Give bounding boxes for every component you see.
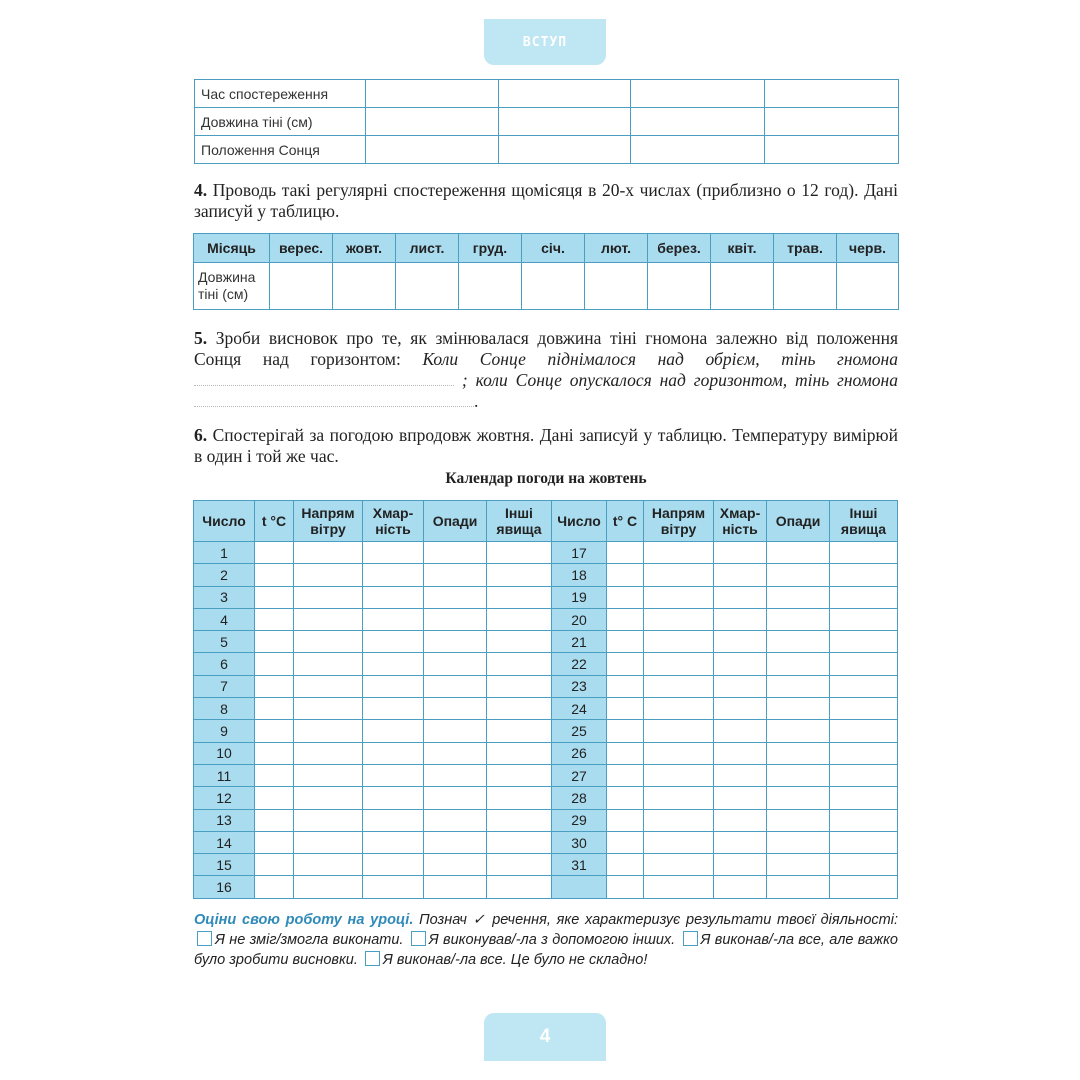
assessment-option-1: Я не зміг/змогла виконати. [215,932,404,948]
weather-cell[interactable] [714,631,767,653]
weather-cell[interactable] [607,675,644,697]
weather-cell[interactable] [607,631,644,653]
weather-cell[interactable] [424,831,487,853]
shadow-length-cell[interactable] [774,263,837,310]
weather-cell[interactable] [487,831,552,853]
month-row-label [194,263,270,310]
task-6-number: 6. [194,425,208,445]
weather-cell[interactable] [830,854,898,876]
weather-cell[interactable] [607,564,644,586]
observation-cell[interactable] [499,80,631,108]
weather-cell[interactable] [255,787,294,809]
weather-cell[interactable] [294,564,363,586]
observation-cell[interactable] [631,108,765,136]
calendar-header: t° C [607,501,644,542]
weather-cell[interactable] [644,542,714,564]
weather-cell[interactable] [644,764,714,786]
day-number: 4 [194,608,255,630]
day-number: 23 [552,675,607,697]
weather-cell[interactable] [294,854,363,876]
calendar-row [194,831,898,853]
weather-cell[interactable] [487,608,552,630]
task-4-text: Проводь такі регулярні спостереження щомісяця в 20-х числах (приблизно о 12 год). Дані записуй у таблицю. [194,180,899,221]
shadow-length-cell[interactable] [459,263,522,310]
observation-cell[interactable] [366,80,499,108]
row-label-line-1: Довжина [198,269,256,285]
calendar-header: Інші явища [830,501,898,542]
weather-cell[interactable] [363,698,424,720]
task-5-number: 5. [194,328,208,348]
weather-cell[interactable] [487,787,552,809]
weather-cell[interactable] [255,720,294,742]
weather-cell[interactable] [424,675,487,697]
assessment-lead: Оціни свою роботу на уроці. [194,912,414,928]
weather-cell[interactable] [767,542,830,564]
weather-cell[interactable] [487,764,552,786]
weather-cell[interactable] [714,542,767,564]
checkbox-option-4[interactable] [365,951,380,966]
weather-cell[interactable] [714,831,767,853]
weather-cell[interactable] [607,542,644,564]
weather-cell[interactable] [607,854,644,876]
observation-row-label: Час спостереження [195,80,366,108]
calendar-row [194,787,898,809]
weather-cell[interactable] [363,854,424,876]
calendar-header: Хмар-ність [714,501,767,542]
observation-cell[interactable] [765,136,899,164]
weather-cell[interactable] [767,631,830,653]
month-header: трав. [774,234,837,263]
weather-cell[interactable] [255,586,294,608]
weather-cell[interactable] [644,787,714,809]
calendar-header: Напрям вітру [294,501,363,542]
observation-cell[interactable] [631,136,765,164]
weather-cell[interactable] [294,787,363,809]
weather-cell[interactable] [714,854,767,876]
page-number: 4 [484,1013,606,1061]
observation-row-label: Довжина тіні (см) [195,108,366,136]
weather-cell[interactable] [487,809,552,831]
weather-cell[interactable] [767,787,830,809]
day-number: 1 [194,542,255,564]
weather-cell[interactable] [607,608,644,630]
weather-cell[interactable] [363,764,424,786]
weather-cell[interactable] [767,675,830,697]
day-number: 14 [194,831,255,853]
calendar-row [194,720,898,742]
weather-cell[interactable] [363,742,424,764]
weather-cell[interactable] [644,675,714,697]
weather-cell[interactable] [607,720,644,742]
calendar-row [194,542,898,564]
month-header: берез. [648,234,711,263]
weather-cell[interactable] [767,876,830,898]
day-number: 16 [194,876,255,898]
weather-cell[interactable] [255,542,294,564]
day-number: 7 [194,675,255,697]
shadow-length-cell[interactable] [711,263,774,310]
calendar-row [194,653,898,675]
weather-cell[interactable] [767,653,830,675]
weather-cell[interactable] [294,809,363,831]
weather-cell[interactable] [830,809,898,831]
weather-cell[interactable] [767,720,830,742]
weather-cell[interactable] [255,854,294,876]
weather-cell[interactable] [714,698,767,720]
weather-cell[interactable] [255,831,294,853]
weather-cell[interactable] [424,809,487,831]
weather-cell[interactable] [714,675,767,697]
month-header-label: Місяць [194,234,270,263]
assessment-option-3: Я виконав/-ла все, але важко було зробити висновки. [194,932,898,968]
day-number: 15 [194,854,255,876]
weather-cell[interactable] [255,742,294,764]
day-number: 22 [552,653,607,675]
day-number: 30 [552,831,607,853]
weather-cell[interactable] [830,831,898,853]
weather-cell[interactable] [767,608,830,630]
day-number: 11 [194,764,255,786]
observation-cell[interactable] [366,136,499,164]
month-header: груд. [459,234,522,263]
month-header: жовт. [333,234,396,263]
weather-cell[interactable] [363,675,424,697]
weather-cell[interactable] [830,653,898,675]
weather-cell[interactable] [363,542,424,564]
shadow-length-cell[interactable] [270,263,333,310]
day-number: 5 [194,631,255,653]
weather-cell[interactable] [830,586,898,608]
calendar-caption: Календар погоди на жовтень [445,470,647,487]
task-5-text: Зроби висновок про те, як змінювалася довжина тіні гномона залежно від положення Сонця над горизонтом: [194,328,899,369]
calendar-row [194,742,898,764]
weather-cell[interactable] [644,608,714,630]
observation-row [195,136,899,164]
weather-cell[interactable] [830,742,898,764]
weather-cell[interactable] [830,720,898,742]
shadow-length-cell[interactable] [585,263,648,310]
month-header: квіт. [711,234,774,263]
calendar-header: Інші явища [487,501,552,542]
weather-cell[interactable] [255,631,294,653]
weather-cell[interactable] [644,653,714,675]
calendar-row [194,564,898,586]
weather-cell[interactable] [644,564,714,586]
weather-cell[interactable] [424,876,487,898]
weather-cell[interactable] [424,608,487,630]
self-assessment [194,910,898,970]
weather-cell[interactable] [644,809,714,831]
weather-cell[interactable] [424,653,487,675]
weather-cell[interactable] [644,720,714,742]
day-number: 6 [194,653,255,675]
weather-cell[interactable] [363,631,424,653]
weather-cell[interactable] [644,742,714,764]
shadow-length-cell[interactable] [648,263,711,310]
weather-cell[interactable] [294,764,363,786]
weather-cell[interactable] [644,586,714,608]
task-6 [194,425,898,467]
weather-cell[interactable] [830,564,898,586]
weather-cell[interactable] [363,586,424,608]
observation-cell[interactable] [631,80,765,108]
weather-cell[interactable] [424,698,487,720]
weather-cell[interactable] [767,698,830,720]
calendar-row [194,675,898,697]
weather-cell[interactable] [487,653,552,675]
weather-cell[interactable] [294,742,363,764]
weather-cell[interactable] [294,831,363,853]
observation-row [195,108,899,136]
assessment-instruction: Познач ✓ речення, яке характеризує результати твоєї діяльності: [419,912,898,928]
observation-table [194,79,899,164]
assessment-option-2: Я виконував/-ла з допомогою інших. [428,932,676,948]
task-5 [194,328,898,412]
weather-cell[interactable] [607,831,644,853]
task-5-part1: Коли Сонце піднімалося над обрієм, тінь гномона [422,349,898,369]
weather-cell[interactable] [767,809,830,831]
weather-cell[interactable] [424,787,487,809]
weather-cell[interactable] [607,764,644,786]
weather-cell[interactable] [255,675,294,697]
weather-cell[interactable] [487,675,552,697]
observation-cell[interactable] [765,80,899,108]
calendar-row [194,698,898,720]
day-number: 3 [194,586,255,608]
weather-cell[interactable] [714,742,767,764]
weather-cell[interactable] [255,608,294,630]
day-number: 8 [194,698,255,720]
weather-cell[interactable] [714,764,767,786]
weather-cell[interactable] [424,542,487,564]
shadow-length-cell[interactable] [837,263,899,310]
month-header: січ. [522,234,585,263]
day-number [552,876,607,898]
observation-row-label: Положення Сонця [195,136,366,164]
weather-cell[interactable] [424,742,487,764]
assessment-option-4: Я виконав/-ла все. Це було не складно! [382,952,648,968]
calendar-header: Опади [767,501,830,542]
weather-cell[interactable] [607,876,644,898]
weather-cell[interactable] [830,631,898,653]
observation-row [195,80,899,108]
weather-cell[interactable] [644,831,714,853]
day-number: 29 [552,809,607,831]
weather-cell[interactable] [487,854,552,876]
weather-cell[interactable] [363,876,424,898]
weather-cell[interactable] [487,542,552,564]
weather-cell[interactable] [830,675,898,697]
weather-cell[interactable] [714,809,767,831]
calendar-header: Опади [424,501,487,542]
weather-cell[interactable] [830,764,898,786]
day-number: 2 [194,564,255,586]
weather-cell[interactable] [714,653,767,675]
weather-cell[interactable] [255,876,294,898]
weather-cell[interactable] [487,742,552,764]
checkbox-option-1[interactable] [197,931,212,946]
observation-cell[interactable] [499,108,631,136]
weather-cell[interactable] [294,698,363,720]
weather-cell[interactable] [363,831,424,853]
weather-cell[interactable] [294,653,363,675]
calendar-header: Хмар-ність [363,501,424,542]
weather-cell[interactable] [607,698,644,720]
weather-cell[interactable] [294,542,363,564]
weather-cell[interactable] [424,586,487,608]
weather-cell[interactable] [424,854,487,876]
weather-cell[interactable] [487,631,552,653]
month-header: лист. [396,234,459,263]
checkbox-option-3[interactable] [683,931,698,946]
task-4-number: 4. [194,180,208,200]
weather-cell[interactable] [607,653,644,675]
answer-blank-1[interactable] [194,371,454,386]
weather-cell[interactable] [714,876,767,898]
task-6-text: Спостерігай за погодою впродовж жовтня. Дані записуй у таблицю. Температуру вимірюй в один і той же час. [194,425,898,466]
weather-cell[interactable] [424,564,487,586]
day-number: 10 [194,742,255,764]
calendar-row [194,608,898,630]
day-number: 24 [552,698,607,720]
weather-cell[interactable] [363,809,424,831]
weather-cell[interactable] [487,564,552,586]
weather-cell[interactable] [714,564,767,586]
weather-cell[interactable] [424,764,487,786]
weather-cell[interactable] [363,608,424,630]
calendar-row [194,876,898,898]
section-tab: ВСТУП [484,19,606,65]
weather-cell[interactable] [294,675,363,697]
observation-cell[interactable] [765,108,899,136]
task-4 [194,180,898,222]
task-5-part2: ; коли Сонце опускалося над горизонтом, тінь гномона [461,370,898,390]
weather-cell[interactable] [644,698,714,720]
weather-cell[interactable] [294,631,363,653]
weather-cell[interactable] [830,787,898,809]
weather-cell[interactable] [294,586,363,608]
calendar-row [194,854,898,876]
weather-cell[interactable] [363,787,424,809]
answer-blank-2[interactable] [194,392,474,407]
weather-cell[interactable] [424,631,487,653]
day-number: 19 [552,586,607,608]
weather-cell[interactable] [255,809,294,831]
weather-cell[interactable] [255,698,294,720]
weather-cell[interactable] [644,854,714,876]
weather-cell[interactable] [830,542,898,564]
calendar-row [194,586,898,608]
day-number: 17 [552,542,607,564]
day-number: 12 [194,787,255,809]
observation-cell[interactable] [366,108,499,136]
month-table [193,233,899,310]
weather-cell[interactable] [830,876,898,898]
weather-cell[interactable] [714,586,767,608]
calendar-row [194,809,898,831]
day-number: 28 [552,787,607,809]
weather-cell[interactable] [255,564,294,586]
weather-cell[interactable] [363,653,424,675]
day-number: 18 [552,564,607,586]
weather-cell[interactable] [830,698,898,720]
day-number: 9 [194,720,255,742]
month-header: лют. [585,234,648,263]
day-number: 25 [552,720,607,742]
weather-cell[interactable] [424,720,487,742]
weather-cell[interactable] [767,586,830,608]
day-number: 21 [552,631,607,653]
weather-cell[interactable] [644,876,714,898]
calendar-row [194,631,898,653]
month-header: черв. [837,234,899,263]
weather-cell[interactable] [363,564,424,586]
day-number: 26 [552,742,607,764]
month-header: верес. [270,234,333,263]
observation-cell[interactable] [499,136,631,164]
day-number: 20 [552,608,607,630]
calendar-header: Число [194,501,255,542]
shadow-length-cell[interactable] [396,263,459,310]
weather-cell[interactable] [363,720,424,742]
calendar-header: Число [552,501,607,542]
weather-cell[interactable] [607,586,644,608]
weather-cell[interactable] [644,631,714,653]
weather-cell[interactable] [294,720,363,742]
task-5-end: . [474,391,479,411]
weather-cell[interactable] [487,876,552,898]
weather-calendar-table [193,500,898,899]
checkbox-option-2[interactable] [411,931,426,946]
weather-cell[interactable] [714,787,767,809]
weather-cell[interactable] [607,742,644,764]
weather-cell[interactable] [767,854,830,876]
day-number: 13 [194,809,255,831]
weather-cell[interactable] [607,809,644,831]
weather-cell[interactable] [487,698,552,720]
weather-cell[interactable] [255,764,294,786]
calendar-row [194,764,898,786]
day-number: 27 [552,764,607,786]
weather-cell[interactable] [714,608,767,630]
weather-cell[interactable] [714,720,767,742]
weather-cell[interactable] [294,608,363,630]
shadow-length-cell[interactable] [333,263,396,310]
calendar-header: Напрям вітру [644,501,714,542]
day-number: 31 [552,854,607,876]
weather-cell[interactable] [294,876,363,898]
weather-cell[interactable] [255,653,294,675]
weather-cell[interactable] [767,831,830,853]
weather-cell[interactable] [767,742,830,764]
calendar-header: t °C [255,501,294,542]
weather-cell[interactable] [767,564,830,586]
weather-cell[interactable] [830,608,898,630]
shadow-length-cell[interactable] [522,263,585,310]
row-label-line-2: тіні (см) [198,286,249,302]
weather-cell[interactable] [607,787,644,809]
weather-cell[interactable] [487,720,552,742]
weather-cell[interactable] [767,764,830,786]
weather-cell[interactable] [487,586,552,608]
